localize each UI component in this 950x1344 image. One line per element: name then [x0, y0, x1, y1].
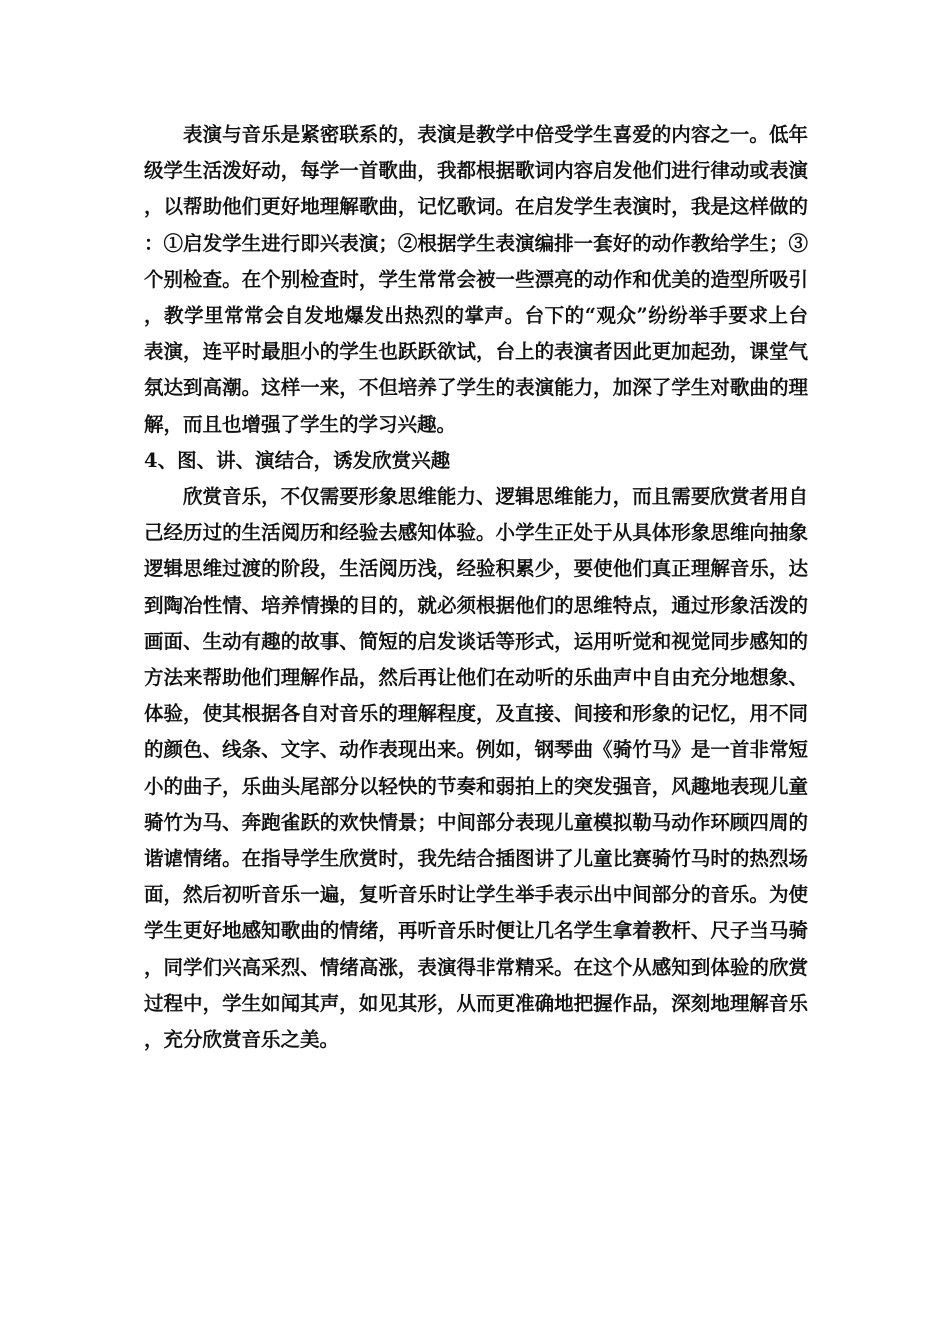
- section-heading: 4、图、讲、演结合，诱发欣赏兴趣: [144, 448, 451, 472]
- body-paragraph: 欣赏音乐，不仅需要形象思维能力、逻辑思维能力，而且需要欣赏者用自己经历过的生活阅历和经验去感知体验。小学生正处于从具体形象思维向抽象逻辑思维过渡的阶段，生活阅历浅，经验积累少，要使他们真正理解音乐，达到陶冶性情、培养情操的目的，就必须根据他们的思维特点，通过形象活泼的画面、生动有趣的故事、简短的启发谈话等形式，运用听觉和视觉同步感知的方法来帮助他们理解作品，然后再让他们在动听的乐曲声中自由充分地想象、体验，使其根据各自对音乐的理解程度，及直接、间接和形象的记忆，用不同的颜色、线条、文字、动作表现出来。例如，钢琴曲《骑竹马》是一首非常短小的曲子，乐曲头尾部分以轻快的节奏和弱拍上的突发强音，风趣地表现儿童骑竹为马、奔跑雀跃的欢快情景；中间部分表现儿童模拟勒马动作环顾四周的谐谑情绪。在指导学生欣赏时，我先结合插图讲了儿童比赛骑竹马时的热烈场面，然后初听音乐一遍，复听音乐时让学生举手表示出中间部分的音乐。为使学生更好地感知歌曲的情绪，再听音乐时便让几名学生拿着教杆、尺子当马骑，同学们兴高采烈、情绪高涨，表演得非常精采。在这个从感知到体验的欣赏过程中，学生如闻其声，如见其形，从而更准确地把握作品，深刻地理解音乐，充分欣赏音乐之美。: [144, 485, 808, 1052]
- document-body: [144, 117, 808, 1058]
- body-paragraph: 表演与音乐是紧密联系的，表演是教学中倍受学生喜爱的内容之一。低年级学生活泼好动，每学一首歌曲，我都根据歌词内容启发他们进行律动或表演，以帮助他们更好地理解歌曲，记忆歌词。在启发学生表演时，我是这样做的：①启发学生进行即兴表演；②根据学生表演编排一套好的动作教给学生；③个别检查。在个别检查时，学生常常会被一些漂亮的动作和优美的造型所吸引，教学里常常会自发地爆发出热烈的掌声。台下的“观众”纷纷举手要求上台表演，连平时最胆小的学生也跃跃欲试，台上的表演者因此更加起劲，课堂气氛达到高潮。这样一来，不但培养了学生的表演能力，加深了学生对歌曲的理解，而且也增强了学生的学习兴趣。: [144, 123, 808, 436]
